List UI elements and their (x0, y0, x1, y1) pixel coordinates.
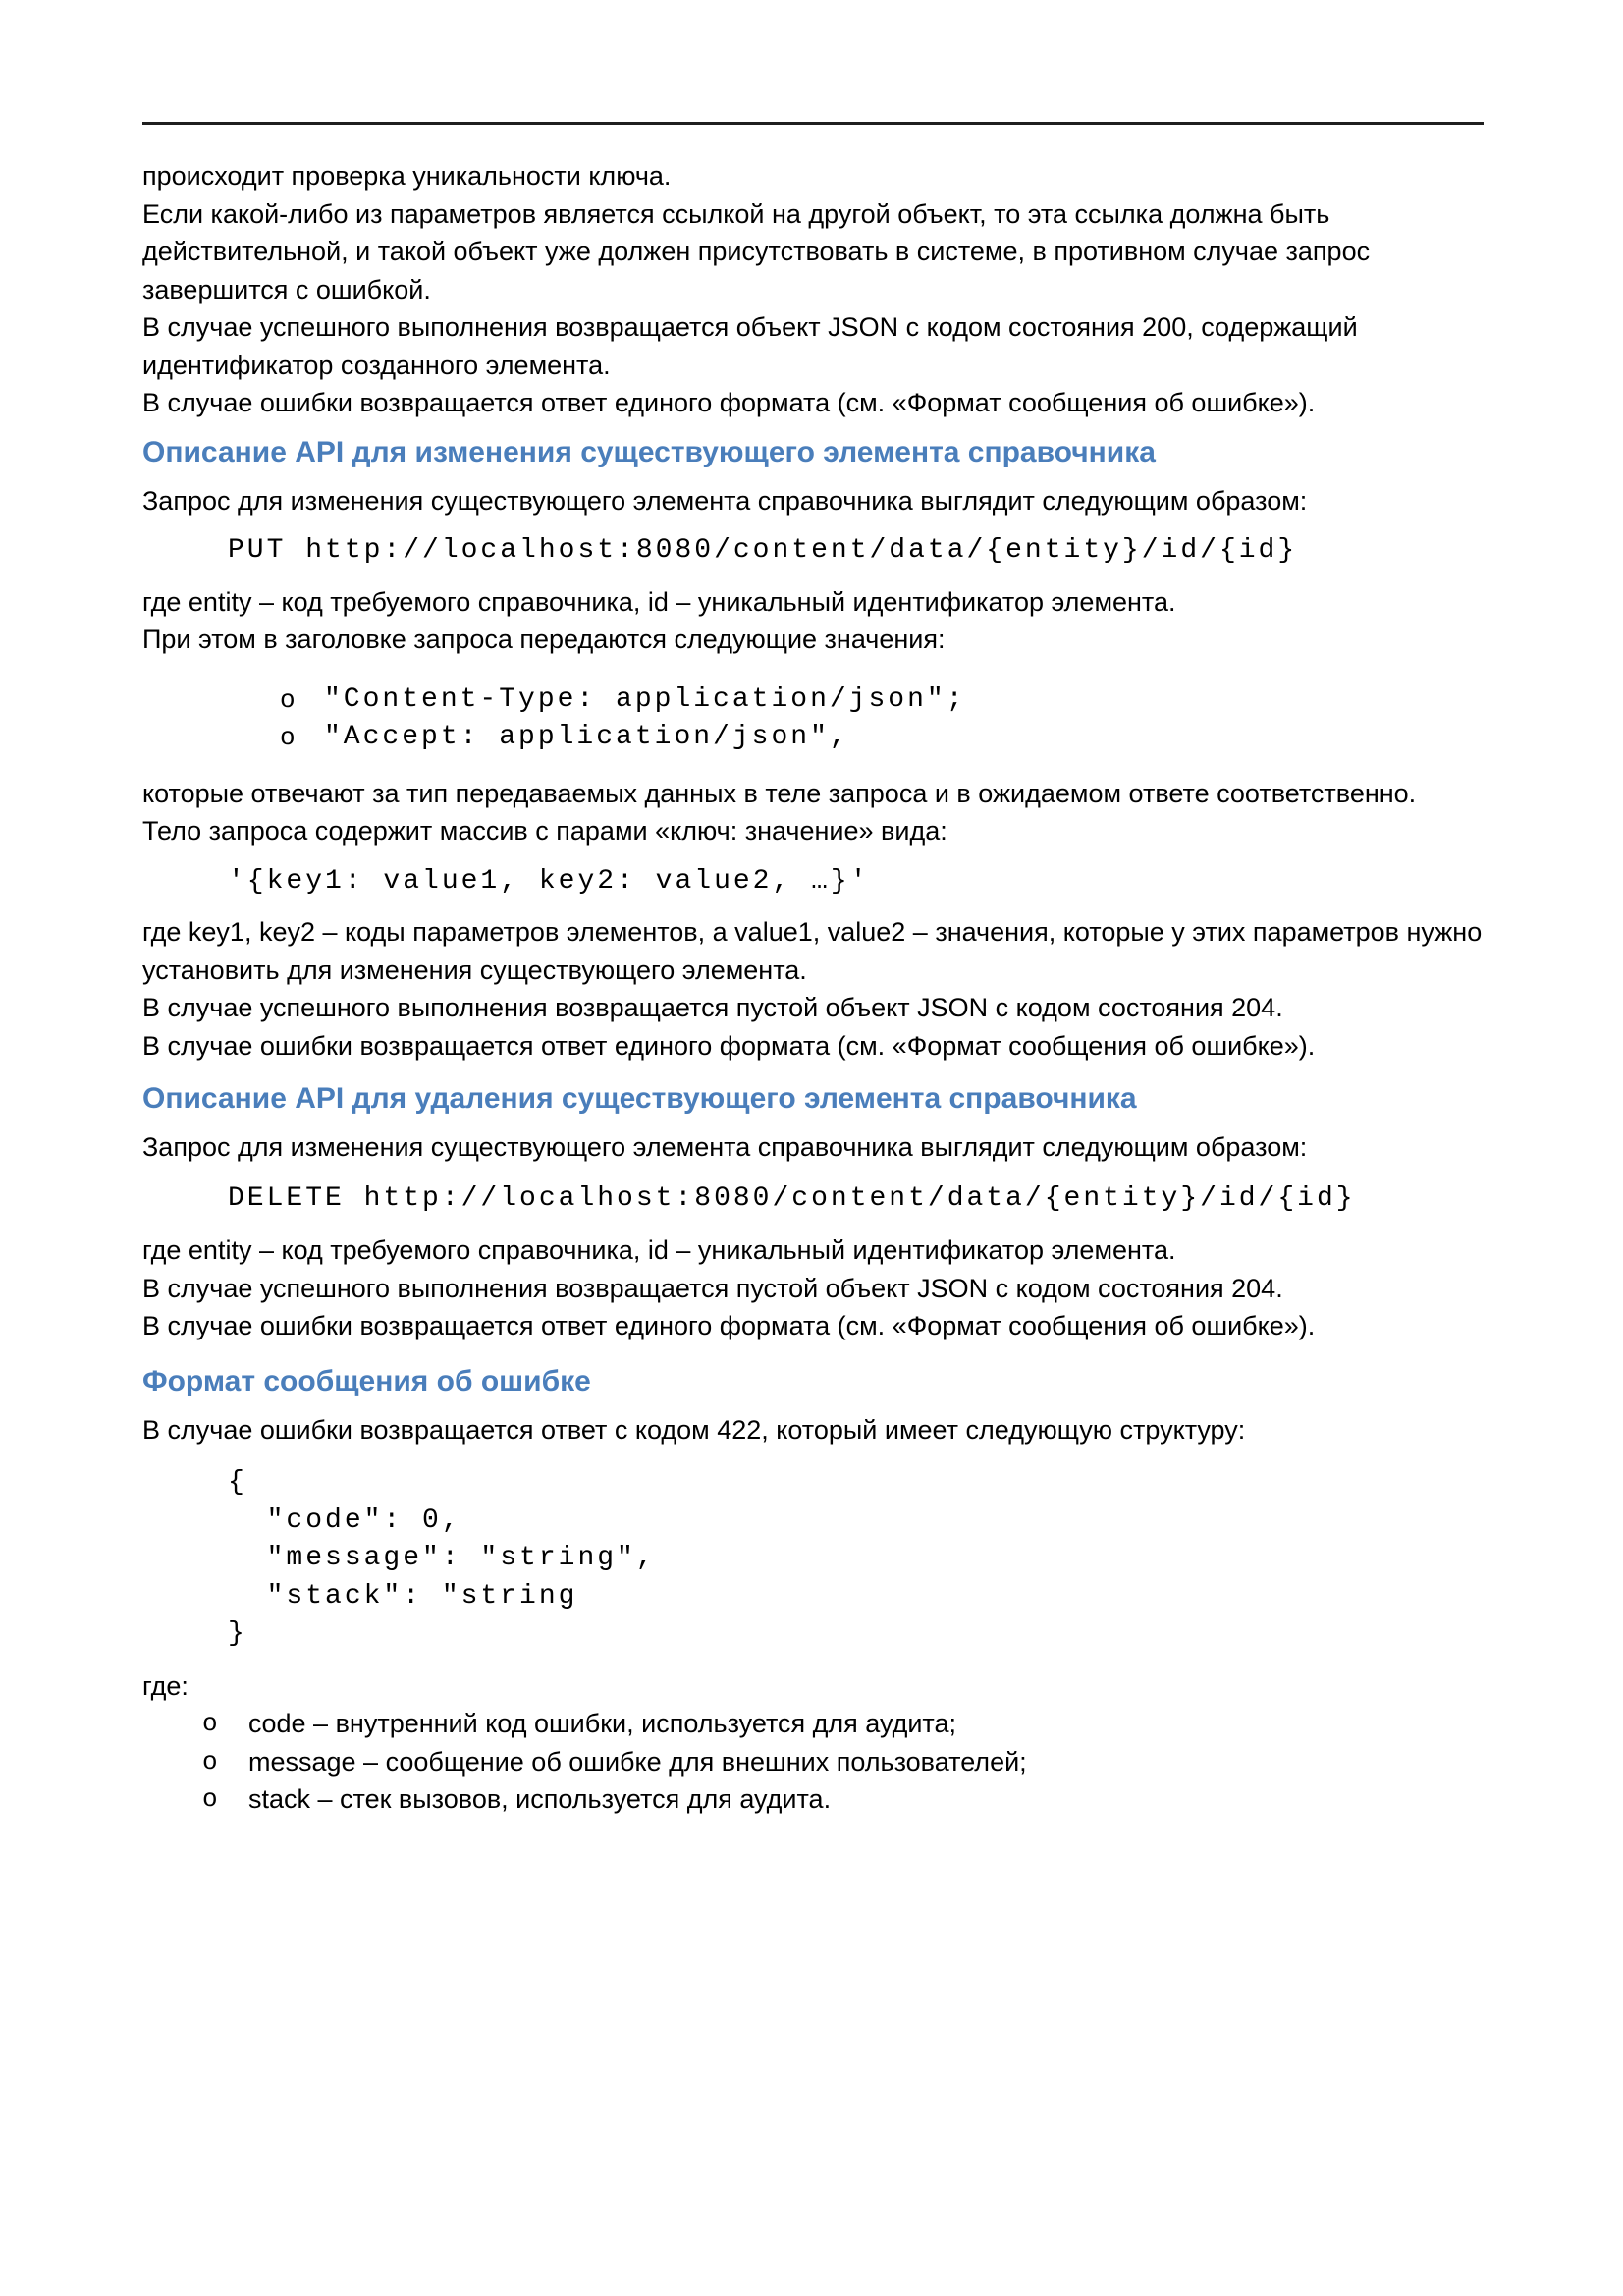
paragraph: Запрос для изменения существующего элемента справочника выглядит следующим образом: (142, 1132, 1308, 1162)
code-put-request: PUT http://localhost:8080/content/data/{entity}/id/{id} (228, 535, 1298, 566)
list-item-text: code – внутренний код ошибки, используется для аудита; (248, 1709, 957, 1738)
list-item-text: "Accept: application/json", (324, 722, 849, 752)
paragraph: где: (142, 1670, 189, 1701)
error-fields-list (142, 1705, 1484, 1819)
code-request-body: '{key1: value1, key2: value2, …}' (228, 865, 870, 897)
list-item-text: "Content-Type: application/json"; (324, 683, 966, 715)
code-line: "message": "string", (228, 1543, 656, 1573)
paragraph: В случае ошибки возвращается ответ с кодом 422, который имеет следующую структуру: (142, 1414, 1246, 1445)
code-line: { (228, 1467, 247, 1498)
paragraph: где entity – код требуемого справочника, id – уникальный идентификатор элемента. (142, 586, 1176, 617)
paragraph: В случае успешного выполнения возвращается пустой объект JSON с кодом состояния 204. (142, 1273, 1283, 1303)
paragraph: где key1, key2 – коды параметров элементов, а value1, value2 – значения, которые у этих параметров нужно установить для изменения существующего элемента. (142, 917, 1483, 985)
code-line: } (228, 1618, 247, 1649)
list-item (142, 1743, 1484, 1781)
paragraph: При этом в заголовке запроса передаются следующие значения: (142, 625, 946, 654)
paragraph: Если какой-либо из параметров является ссылкой на другой объект, то эта ссылка должна быть действительной, и такой объект уже должен присутствовать в системе, в противном случае запрос завершится с ошибкой. (142, 198, 1371, 304)
paragraph: В случае успешного выполнения возвращается пустой объект JSON с кодом состояния 204. (142, 993, 1283, 1022)
code-line: "stack": "string (228, 1580, 578, 1612)
code-line: "code": 0, (228, 1504, 461, 1536)
section-heading-delete-api: Описание API для удаления существующего элемента справочника (142, 1082, 1137, 1115)
list-item-text: message – сообщение об ошибке для внешних пользователей; (248, 1746, 1027, 1777)
paragraph: происходит проверка уникальности ключа. (142, 161, 672, 191)
bullet-circle-marker: o (280, 684, 296, 715)
code-delete-request: DELETE http://localhost:8080/content/data/{entity}/id/{id} (228, 1182, 1356, 1214)
header-separator-rule (142, 122, 1484, 125)
paragraph: В случае ошибки возвращается ответ единого формата (см. «Формат сообщения об ошибке»). (142, 388, 1316, 417)
paragraph: Запрос для изменения существующего элемента справочника выглядит следующим образом: (142, 485, 1308, 516)
section-heading-update-api: Описание API для изменения существующего элемента справочника (142, 435, 1156, 468)
bullet-circle-marker: o (202, 1784, 218, 1814)
bullet-circle-marker: o (202, 1709, 218, 1738)
bullet-circle-marker: o (280, 723, 296, 752)
list-item (142, 682, 1484, 720)
paragraph: В случае ошибки возвращается ответ единого формата (см. «Формат сообщения об ошибке»). (142, 1311, 1316, 1340)
list-item (142, 719, 1484, 757)
page-content (142, 122, 1484, 1819)
paragraph: Тело запроса содержит массив с парами «ключ: значение» вида: (142, 816, 947, 846)
bullet-circle-marker: o (202, 1746, 218, 1777)
list-item (142, 1705, 1484, 1743)
paragraph: где entity – код требуемого справочника, id – уникальный идентификатор элемента. (142, 1235, 1176, 1265)
request-headers-list (142, 682, 1484, 757)
list-item-text: stack – стек вызовов, используется для аудита. (248, 1784, 832, 1814)
paragraph: которые отвечают за тип передаваемых данных в теле запроса и в ожидаемом ответе соответственно. (142, 778, 1417, 808)
code-error-json-structure (228, 1464, 1484, 1654)
paragraph: В случае ошибки возвращается ответ единого формата (см. «Формат сообщения об ошибке»). (142, 1030, 1316, 1061)
section-heading-error-format: Формат сообщения об ошибке (142, 1364, 591, 1397)
paragraph: В случае успешного выполнения возвращается объект JSON с кодом состояния 200, содержащий идентификатор созданного элемента. (142, 312, 1358, 380)
list-item (142, 1780, 1484, 1819)
